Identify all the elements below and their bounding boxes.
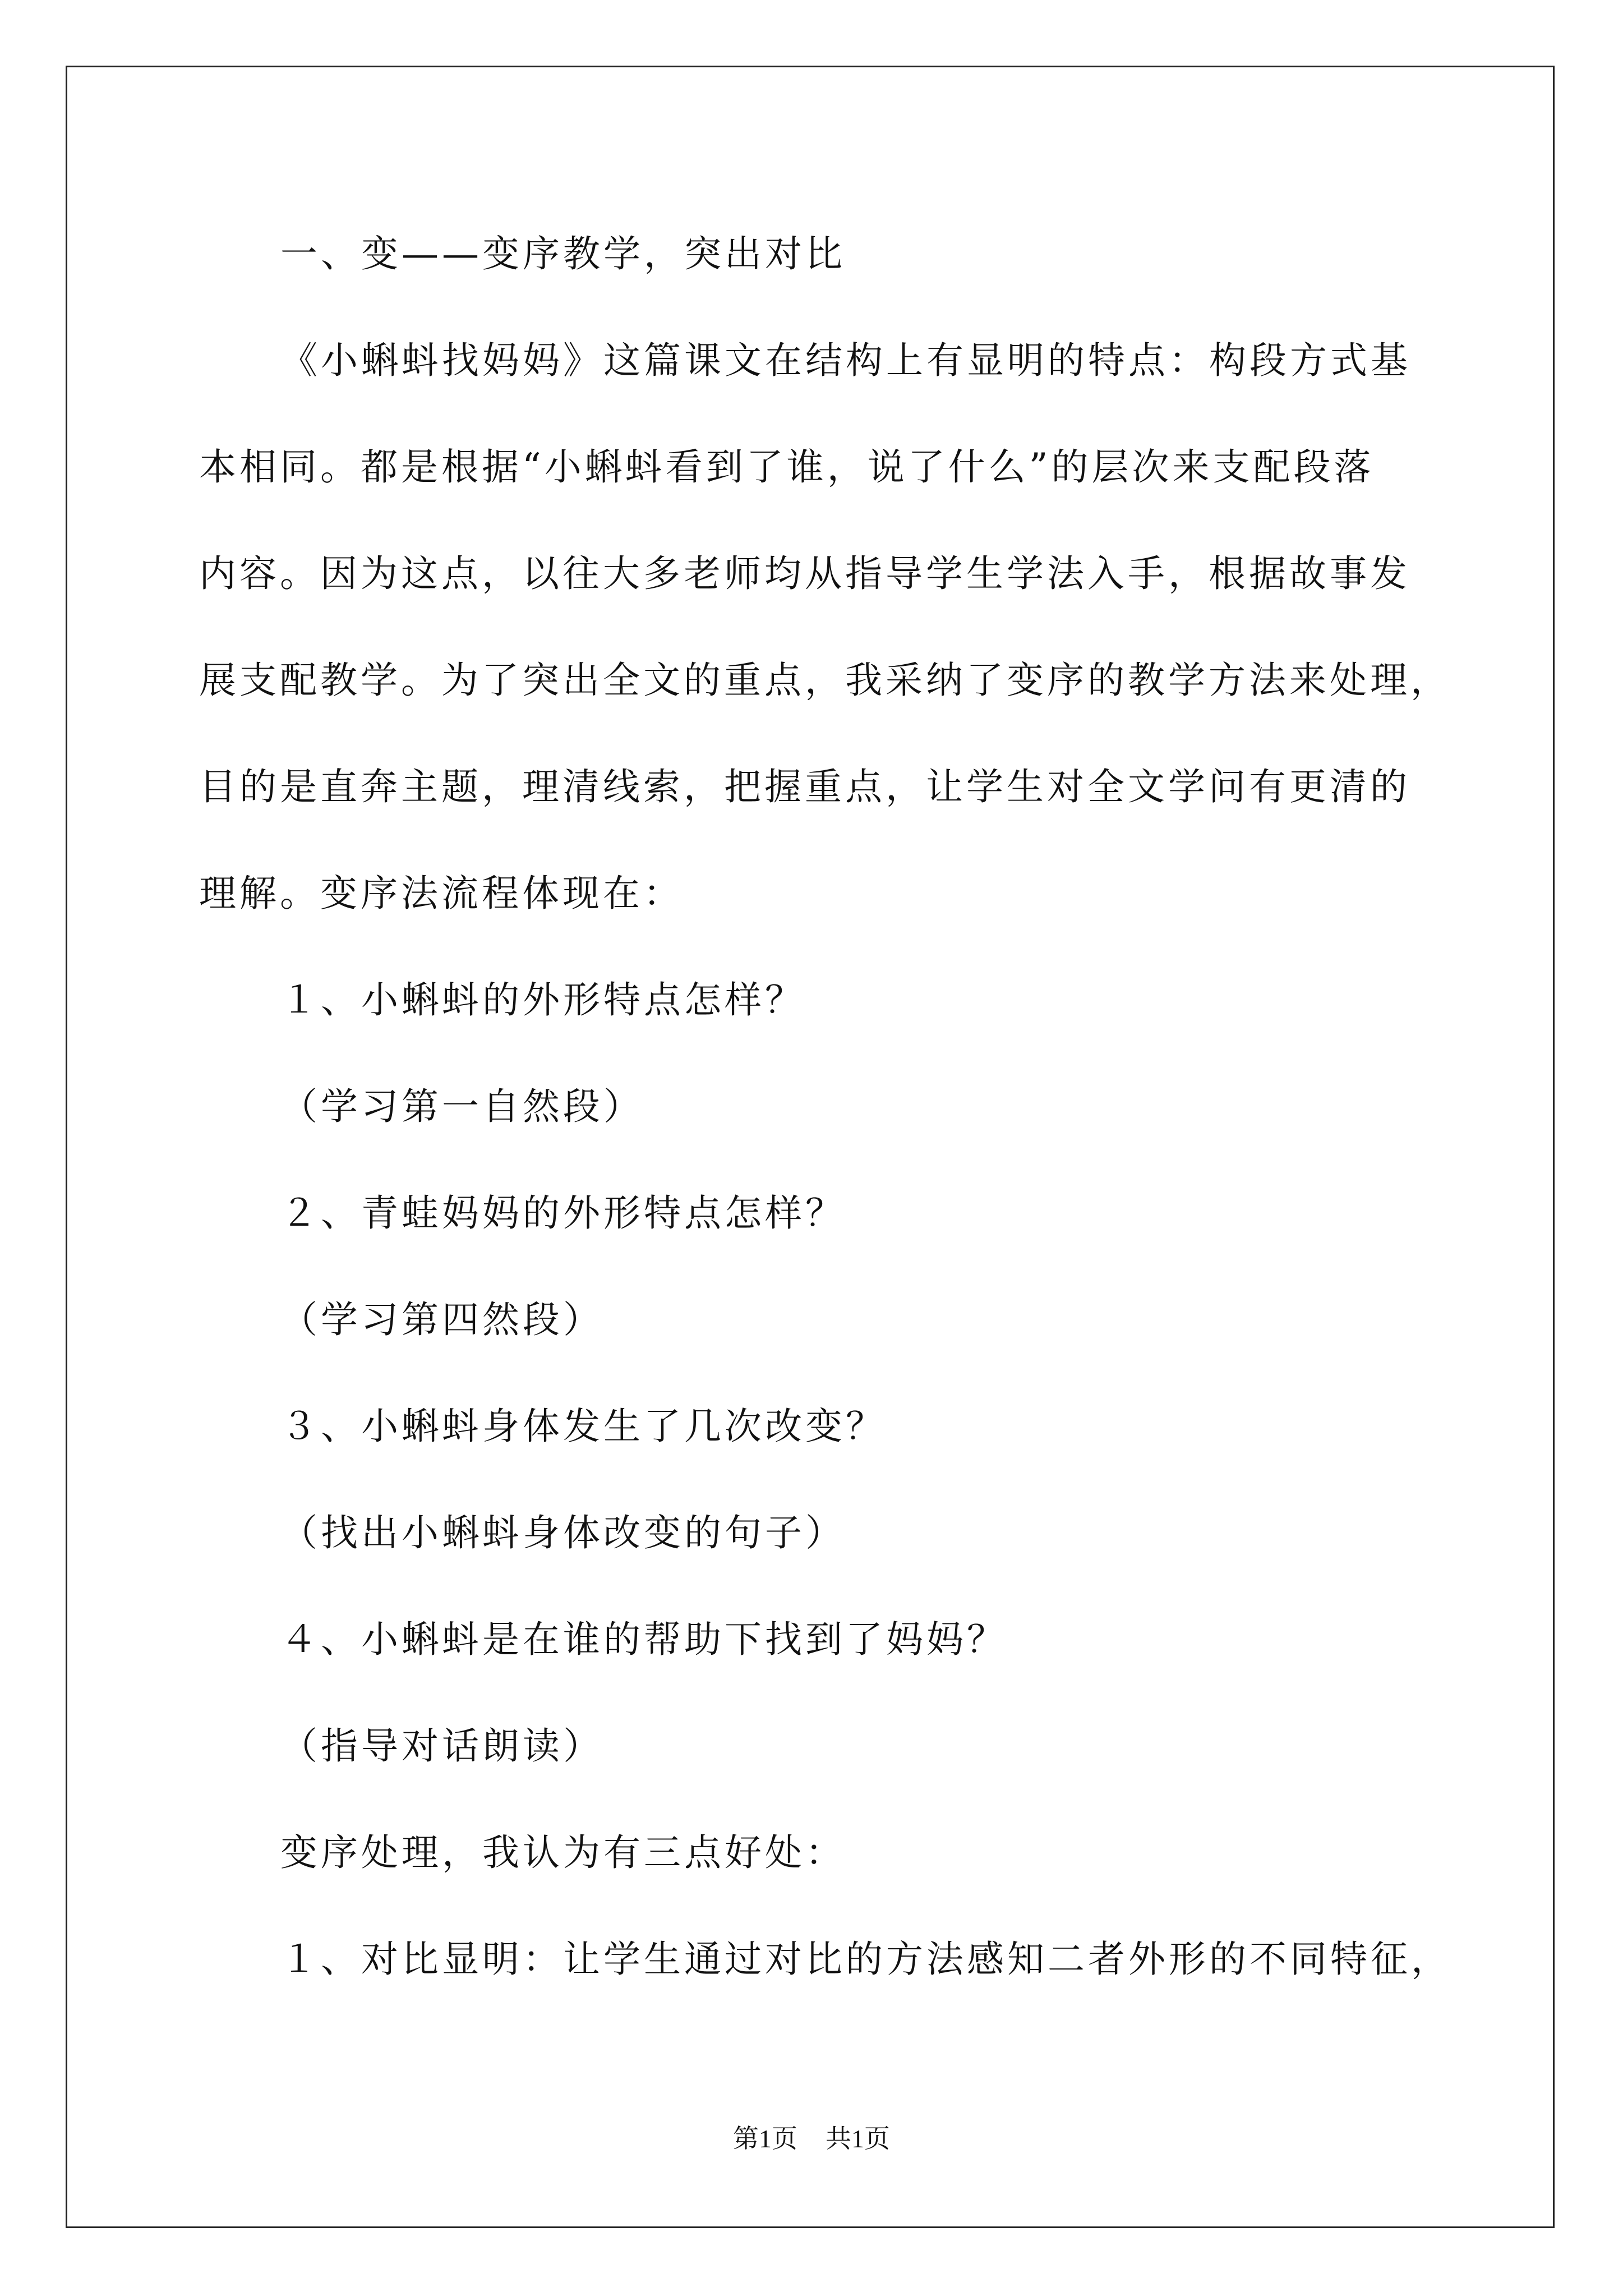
page-footer	[0, 2126, 1623, 2152]
paragraph-line: 内容。因为这点，以往大多老师均从指导学生学法入手，根据故事发	[199, 552, 1410, 595]
paragraph-line: 本相同。都是根据“小蝌蚪看到了谁，说了什么”的层次来支配段落	[199, 445, 1375, 489]
page-border	[66, 66, 1555, 2228]
list-item-note: （学习第一自然段）	[280, 1085, 644, 1128]
paragraph-line: 理解。变序法流程体现在：	[199, 872, 684, 915]
list-item: １、小蝌蚪的外形特点怎样？	[280, 978, 805, 1022]
paragraph-line: 目的是直奔主题，理清线索，把握重点，让学生对全文学问有更清的	[199, 765, 1410, 808]
paragraph-line: 《小蝌蚪找妈妈》这篇课文在结构上有显明的特点：构段方式基	[280, 339, 1411, 382]
paragraph-line: 变序处理，我认为有三点好处：	[280, 1831, 846, 1874]
list-item: ２、青蛙妈妈的外形特点怎样？	[280, 1191, 846, 1235]
list-item: ４、小蝌蚪是在谁的帮助下找到了妈妈？	[280, 1618, 1007, 1661]
list-item-note: （学习第四然段）	[280, 1298, 603, 1341]
list-item-note: （找出小蝌蚪身体改变的句子）	[280, 1511, 846, 1554]
page-current: 第1页	[733, 2124, 797, 2153]
section-heading: 一、变——变序教学，突出对比	[280, 232, 846, 275]
page-total: 共1页	[826, 2124, 890, 2153]
paragraph-line: 展支配教学。为了突出全文的重点，我采纳了变序的教学方法来处理，	[199, 659, 1451, 702]
list-item-note: （指导对话朗读）	[280, 1724, 603, 1768]
list-item: １、对比显明：让学生通过对比的方法感知二者外形的不同特征，	[280, 1938, 1451, 1981]
list-item: ３、小蝌蚪身体发生了几次改变？	[280, 1405, 886, 1448]
